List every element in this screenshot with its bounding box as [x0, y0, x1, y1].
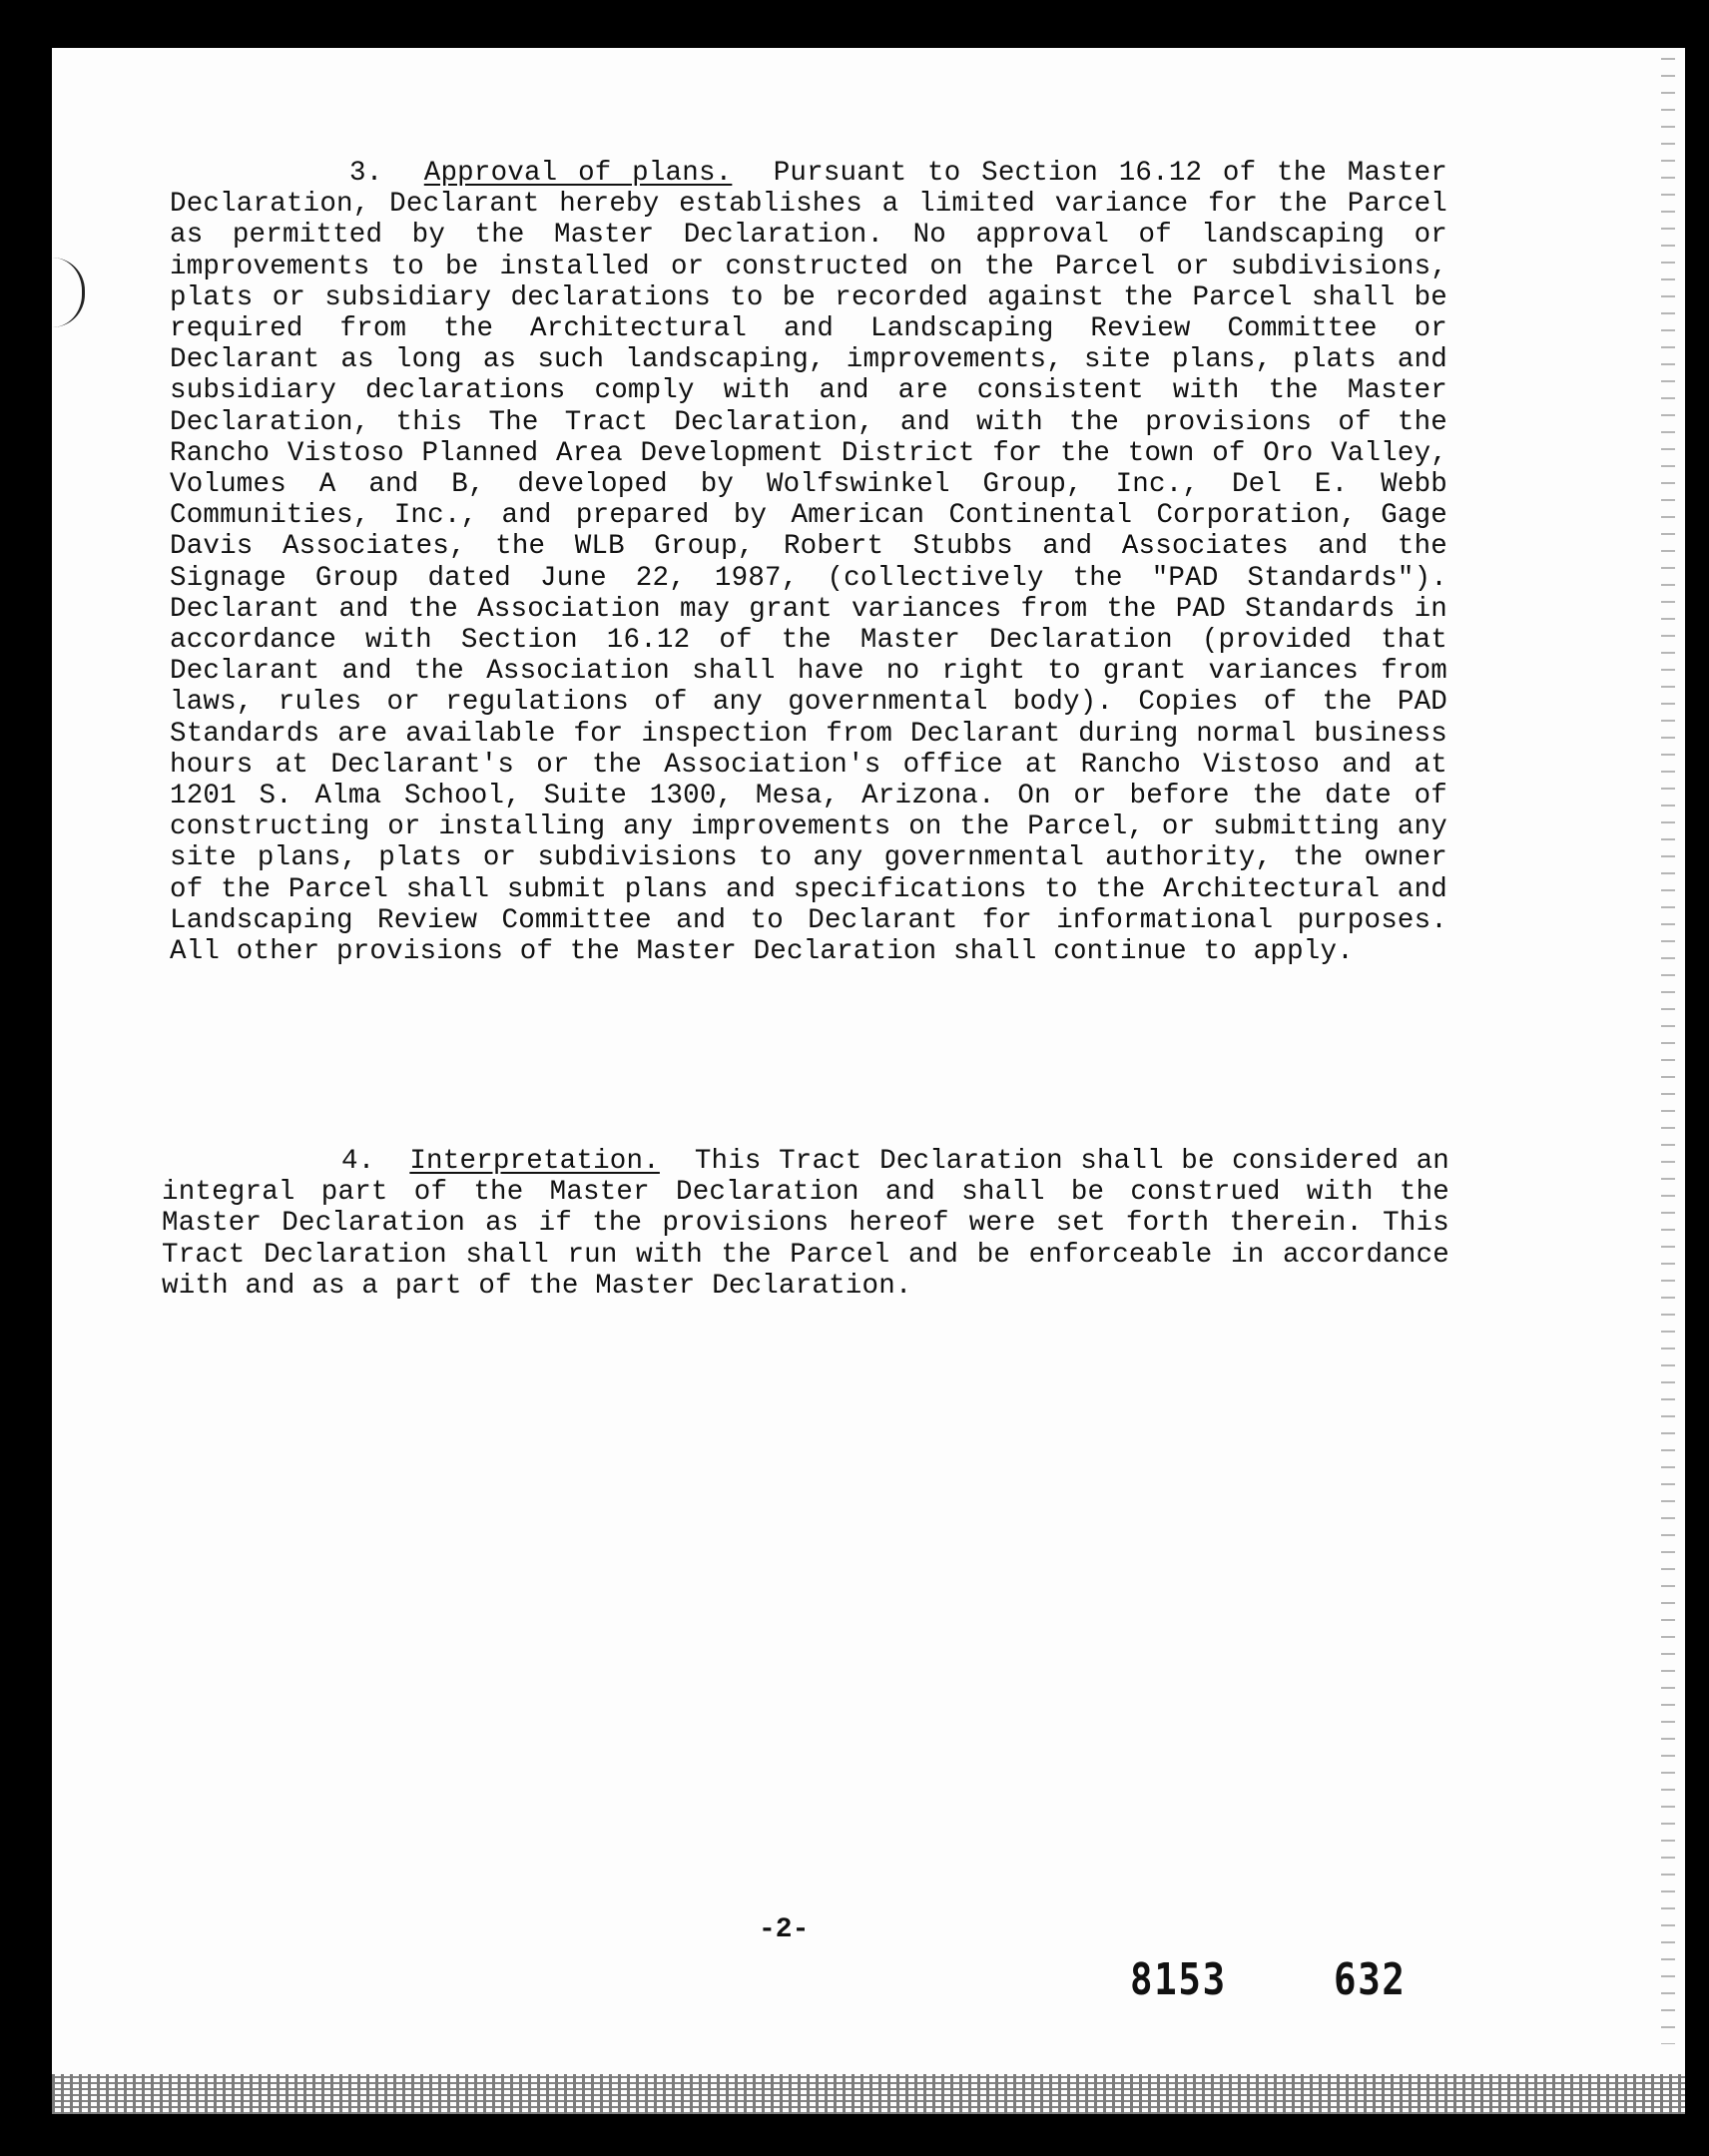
- document-page: [52, 48, 1685, 2114]
- section-4-heading: Interpretation.: [409, 1146, 660, 1177]
- section-3-number: 3.: [349, 158, 383, 189]
- section-4-number: 4.: [341, 1146, 375, 1177]
- page-edge-mark: [52, 258, 85, 327]
- scan-noise-right: [1661, 58, 1675, 2044]
- recording-page-number: 632: [1334, 1954, 1407, 2005]
- section-3-body: Pursuant to Section 16.12 of the Master Declaration, Declarant hereby establishes a limited variance for the Parcel as permitted by the Master Declaration. No approval of landscaping or improvements to be installed or constructed on the Parcel or subdivisions, plats or subsidiary declarations to be recorded against the Parcel shall be required from the Architectural and Landscaping Review Committee or Declarant as long as such landscaping, improvements, site plans, plats and subsidiary declarations comply with and are consistent with the Master Declaration, this The Tract Declaration, and with the provisions of the Rancho Vistoso Planned Area Development District for the town of Oro Valley, Volumes A and B, developed by Wolfswinkel Group, Inc., Del E. Webb Communities, Inc., and prepared by American Continental Corporation, Gage Davis Associates, the WLB Group, Robert Stubbs and Associates and the Signage Group dated June 22, 1987, (collectively the "PAD Standards"). Declarant and the Association may grant variances from the PAD Standards in accordance with Section 16.12 of the Master Declaration (provided that Declarant and the Association shall have no right to grant variances from laws, rules or regulations of any governmental body). Copies of the PAD Standards are available for inspection from Declarant during normal business hours at Declarant's or the Association's office at Rancho Vistoso and at 1201 S. Alma School, Suite 1300, Mesa, Arizona. On or before the date of constructing or installing any improvements on the Parcel, or submitting any site plans, plats or subdivisions to any governmental authority, the owner of the Parcel shall submit plans and specifications to the Architectural and Landscaping Review Committee and to Declarant for informational purposes. All other provisions of the Master Declaration shall continue to apply.: [170, 158, 1447, 968]
- page-number: -2-: [759, 1914, 810, 1945]
- scan-noise-bottom: [52, 2074, 1685, 2114]
- section-3-paragraph: [170, 158, 1447, 967]
- section-4-paragraph: [162, 1146, 1449, 1302]
- recording-book-number: 8153: [1130, 1954, 1227, 2005]
- section-4-body: This Tract Declaration shall be considered an integral part of the Master Declaration and shall be construed with the Master Declaration as if the provisions hereof were set forth therein. This Tract Declaration shall run with the Parcel and be enforceable in accordance with and as a part of the Master Declaration.: [162, 1146, 1450, 1302]
- section-3-heading: Approval of plans.: [423, 158, 733, 189]
